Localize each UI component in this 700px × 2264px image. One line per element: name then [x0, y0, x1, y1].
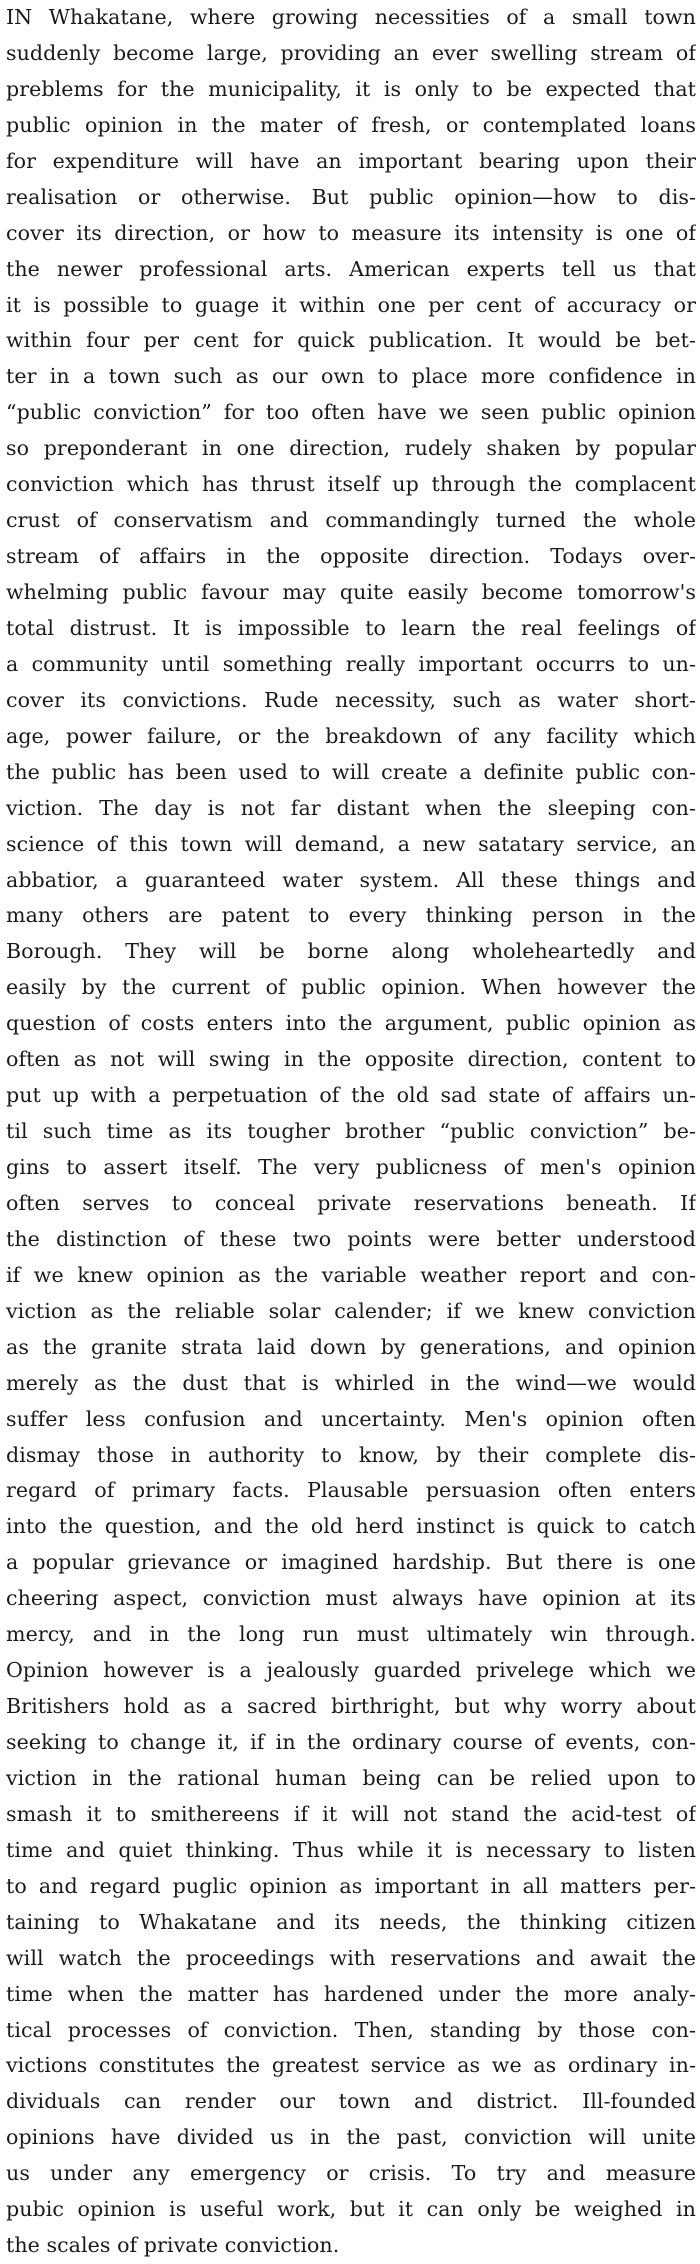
- article-line: opinions have divided us in the past, conviction will unite: [6, 2125, 696, 2150]
- article-line: as the granite strata laid down by generations, and opinion: [6, 1334, 696, 1359]
- article-line: victions constitutes the greatest service as we as ordinary in-: [6, 2053, 696, 2078]
- article-line: dismay those in authority to know, by their complete dis-: [6, 1442, 696, 1467]
- article-line: cheering aspect, conviction must always have opinion at its: [6, 1586, 696, 1611]
- article-line: “public conviction” for too often have we seen public opinion: [6, 400, 696, 425]
- article-line: til such time as its tougher brother “public conviction” be-: [6, 1119, 696, 1144]
- article-line: preblems for the municipality, it is only to be expected that: [6, 76, 696, 101]
- article-line: pubic opinion is useful work, but it can only be weighed in: [6, 2197, 696, 2222]
- article-line: time when the matter has hardened under the more analy-: [6, 1981, 696, 2006]
- article-line: cover its convictions. Rude necessity, such as water short-: [6, 687, 696, 712]
- article-line: the distinction of these two points were better understood: [6, 1226, 696, 1251]
- article-line: the scales of private conviction.: [6, 2233, 340, 2258]
- article-line: smash it to smithereens if it will not stand the acid-test of: [6, 1801, 696, 1826]
- article-line: suddenly become large, providing an ever swelling stream of: [6, 40, 696, 65]
- article-body: [6, 0, 696, 2264]
- article-line: the public has been used to will create a definite public con-: [6, 759, 696, 784]
- article-line: Borough. They will be borne along wholeheartedly and: [6, 939, 696, 964]
- article-line: IN Whakatane, where growing necessities of a small town: [6, 5, 696, 29]
- article-line: put up with a perpetuation of the old sad state of affairs un-: [6, 1083, 696, 1108]
- article-line: often serves to conceal private reservations beneath. If: [6, 1190, 696, 1215]
- article-line: dividuals can render our town and district. Ill-founded: [6, 2089, 696, 2114]
- article-line: stream of affairs in the opposite direction. Todays over-: [6, 544, 696, 569]
- article-line: viction in the rational human being can be relied upon to: [6, 1765, 696, 1790]
- article-line: a popular grievance or imagined hardship. But there is one: [6, 1550, 696, 1575]
- article-line: if we knew opinion as the variable weather report and con-: [6, 1262, 696, 1287]
- article-line: will watch the proceedings with reservations and await the: [6, 1945, 696, 1970]
- article-line: taining to Whakatane and its needs, the thinking citizen: [6, 1909, 696, 1934]
- article-line: us under any emergency or crisis. To try and measure: [6, 2161, 696, 2186]
- article-line: so preponderant in one direction, rudely shaken by popular: [6, 436, 696, 461]
- article-line: to and regard puglic opinion as important in all matters per-: [6, 1873, 696, 1898]
- article-line: tical processes of conviction. Then, standing by those con-: [6, 2017, 696, 2042]
- article-line: within four per cent for quick publication. It would be bet-: [6, 328, 696, 353]
- article-line: Opinion however is a jealously guarded privelege which we: [6, 1658, 696, 1683]
- article-line: gins to assert itself. The very publicness of men's opinion: [6, 1155, 696, 1179]
- article-line: mercy, and in the long run must ultimately win through.: [6, 1622, 696, 1647]
- article-line: for expenditure will have an important bearing upon their: [6, 148, 696, 173]
- article-line: seeking to change it, if in the ordinary course of events, con-: [6, 1730, 696, 1754]
- article-line: merely as the dust that is whirled in the wind—we would: [6, 1370, 696, 1395]
- article-line: total distrust. It is impossible to learn the real feelings of: [6, 615, 696, 640]
- article-line: into the question, and the old herd instinct is quick to catch: [6, 1514, 696, 1539]
- article-line: easily by the current of public opinion. When however the: [6, 975, 696, 1000]
- article-line: question of costs enters into the argument, public opinion as: [6, 1011, 696, 1036]
- article-line: Britishers hold as a sacred birthright, but why worry about: [6, 1694, 696, 1719]
- article-line: abbatior, a guaranteed water system. All these things and: [6, 867, 696, 892]
- article-line: science of this town will demand, a new satatary service, an: [6, 831, 696, 856]
- article-line: suffer less confusion and uncertainty. Men's opinion often: [6, 1406, 696, 1431]
- article-line: many others are patent to every thinking person in the: [6, 903, 696, 928]
- article-line: conviction which has thrust itself up through the complacent: [6, 472, 696, 497]
- article-line: age, power failure, or the breakdown of any facility which: [6, 723, 696, 748]
- article-line: a community until something really important occurrs to un-: [6, 651, 696, 676]
- article-line: it is possible to guage it within one per cent of accuracy or: [6, 292, 696, 317]
- article-line: viction. The day is not far distant when the sleeping con-: [6, 795, 696, 820]
- article-line: cover its direction, or how to measure its intensity is one of: [6, 220, 696, 245]
- article-line: realisation or otherwise. But public opinion—how to dis-: [6, 184, 696, 209]
- article-line: the newer professional arts. American experts tell us that: [6, 256, 696, 281]
- article-line: often as not will swing in the opposite direction, content to: [6, 1047, 696, 1072]
- article-line: public opinion in the mater of fresh, or contemplated loans: [6, 112, 696, 137]
- article-line: viction as the reliable solar calender; if we knew conviction: [6, 1298, 696, 1323]
- article-line: whelming public favour may quite easily become tomorrow's: [6, 580, 696, 604]
- article-line: ter in a town such as our own to place more confidence in: [6, 364, 696, 389]
- article-line: time and quiet thinking. Thus while it is necessary to listen: [6, 1837, 696, 1862]
- article-line: regard of primary facts. Plausable persuasion often enters: [6, 1478, 696, 1503]
- article-line: crust of conservatism and commandingly turned the whole: [6, 508, 696, 533]
